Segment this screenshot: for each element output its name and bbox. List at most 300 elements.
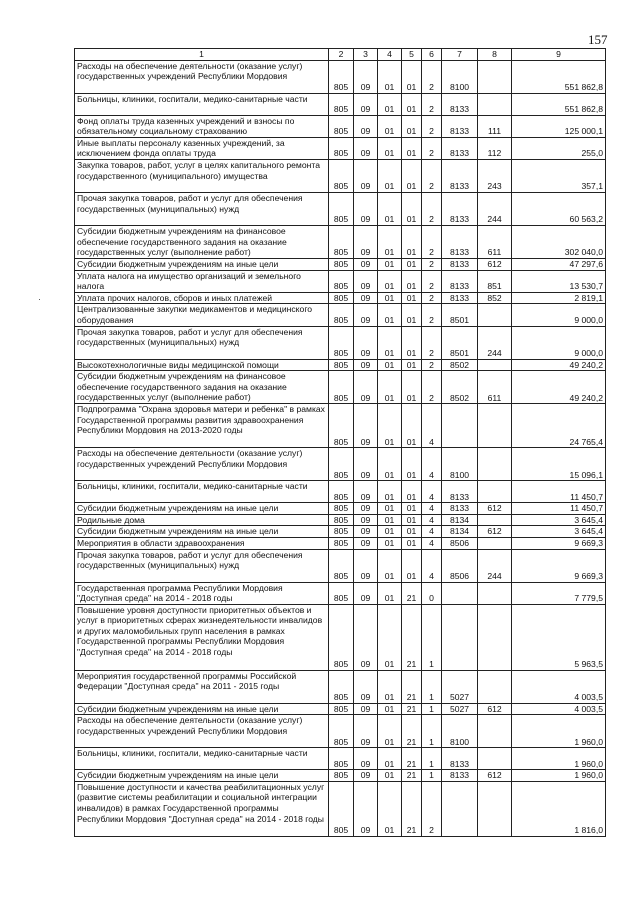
row-cs3: 8502 [442, 371, 478, 404]
row-rz: 09 [354, 537, 378, 549]
row-gr: 805 [329, 192, 354, 225]
row-cs3: 8134 [442, 526, 478, 538]
row-pr: 01 [378, 503, 402, 515]
row-pr: 01 [378, 670, 402, 703]
row-amount: 9 000,0 [512, 304, 606, 326]
row-name: Мероприятия государственной программы Российской Федерации "Доступная среда" на 2011 - 2015 годы [75, 670, 329, 703]
row-cs3: 8133 [442, 192, 478, 225]
row-vr: 612 [478, 526, 512, 538]
row-amount: 125 000,1 [512, 115, 606, 137]
table-row [75, 270, 606, 292]
row-cs2: 2 [422, 225, 442, 258]
row-cs2: 2 [422, 304, 442, 326]
row-rz: 09 [354, 258, 378, 270]
row-vr: 612 [478, 703, 512, 715]
row-pr: 01 [378, 448, 402, 481]
row-pr: 01 [378, 549, 402, 582]
row-vr [478, 93, 512, 115]
row-cs1: 01 [402, 60, 422, 93]
row-cs2: 4 [422, 503, 442, 515]
row-cs2: 4 [422, 404, 442, 448]
table-body [75, 60, 606, 836]
row-cs1: 01 [402, 537, 422, 549]
row-gr: 805 [329, 770, 354, 782]
row-name: Уплата прочих налогов, сборов и иных платежей [75, 292, 329, 304]
row-pr: 01 [378, 60, 402, 93]
row-cs1: 01 [402, 270, 422, 292]
row-cs1: 21 [402, 604, 422, 670]
row-rz: 09 [354, 526, 378, 538]
row-vr: 244 [478, 549, 512, 582]
row-amount: 551 862,8 [512, 60, 606, 93]
table-row [75, 159, 606, 192]
table-row [75, 359, 606, 371]
row-name: Фонд оплаты труда казенных учреждений и взносы по обязательному социальному страхованию [75, 115, 329, 137]
row-name: Повышение доступности и качества реабилитационных услуг (развитие системы реабилитации и социальной интеграции инвалидов) в рамках Государственной программы Республики Мордовия "Доступная среда" на 2014 - 2018 годы [75, 781, 329, 836]
row-rz: 09 [354, 503, 378, 515]
row-pr: 01 [378, 159, 402, 192]
row-cs3: 8100 [442, 715, 478, 748]
row-cs1: 21 [402, 582, 422, 604]
row-name: Расходы на обеспечение деятельности (оказание услуг) государственных учреждений Республики Мордовия [75, 448, 329, 481]
table-row [75, 582, 606, 604]
row-vr: 612 [478, 258, 512, 270]
row-pr: 01 [378, 748, 402, 770]
row-vr [478, 582, 512, 604]
budget-table [74, 48, 606, 837]
row-vr: 244 [478, 192, 512, 225]
row-name: Подпрограмма "Охрана здоровья матери и ребенка" в рамках Государственной программы развития здравоохранения Республики Мордовия на 2013-2020 годы [75, 404, 329, 448]
row-gr: 805 [329, 549, 354, 582]
row-cs1: 01 [402, 359, 422, 371]
row-amount: 4 003,5 [512, 703, 606, 715]
row-pr: 01 [378, 582, 402, 604]
row-gr: 805 [329, 326, 354, 359]
row-vr: 243 [478, 159, 512, 192]
row-gr: 805 [329, 270, 354, 292]
row-cs3: 8133 [442, 481, 478, 503]
row-cs1: 01 [402, 159, 422, 192]
row-vr [478, 715, 512, 748]
table-row [75, 770, 606, 782]
row-cs3: 8501 [442, 326, 478, 359]
row-name: Прочая закупка товаров, работ и услуг для обеспечения государственных (муниципальных) нужд [75, 192, 329, 225]
row-vr [478, 60, 512, 93]
header-row [75, 49, 606, 61]
row-cs2: 2 [422, 359, 442, 371]
row-pr: 01 [378, 371, 402, 404]
row-cs3: 8506 [442, 549, 478, 582]
row-gr: 805 [329, 371, 354, 404]
row-cs1: 01 [402, 481, 422, 503]
table-row [75, 292, 606, 304]
row-amount: 9 669,3 [512, 549, 606, 582]
row-pr: 01 [378, 781, 402, 836]
row-vr [478, 481, 512, 503]
row-cs3: 8133 [442, 225, 478, 258]
row-cs2: 4 [422, 514, 442, 526]
row-cs1: 01 [402, 93, 422, 115]
row-amount: 47 297,6 [512, 258, 606, 270]
row-vr: 112 [478, 137, 512, 159]
row-rz: 09 [354, 359, 378, 371]
row-cs3: 5027 [442, 703, 478, 715]
row-rz: 09 [354, 481, 378, 503]
row-name: Субсидии бюджетным учреждениям на иные цели [75, 703, 329, 715]
row-rz: 09 [354, 670, 378, 703]
table-row [75, 371, 606, 404]
header-cell: 7 [442, 49, 478, 61]
row-cs2: 4 [422, 537, 442, 549]
row-cs2: 1 [422, 604, 442, 670]
row-rz: 09 [354, 770, 378, 782]
row-cs3: 8133 [442, 115, 478, 137]
row-pr: 01 [378, 526, 402, 538]
row-amount: 2 819,1 [512, 292, 606, 304]
row-gr: 805 [329, 604, 354, 670]
row-cs1: 01 [402, 549, 422, 582]
row-amount: 7 779,5 [512, 582, 606, 604]
row-pr: 01 [378, 604, 402, 670]
row-pr: 01 [378, 481, 402, 503]
row-pr: 01 [378, 137, 402, 159]
row-amount: 1 960,0 [512, 715, 606, 748]
row-pr: 01 [378, 258, 402, 270]
row-cs3: 8133 [442, 770, 478, 782]
row-amount: 13 530,7 [512, 270, 606, 292]
row-name: Больницы, клиники, госпитали, медико-санитарные части [75, 481, 329, 503]
row-rz: 09 [354, 93, 378, 115]
row-name: Субсидии бюджетным учреждениям на иные цели [75, 503, 329, 515]
row-vr: 611 [478, 225, 512, 258]
row-cs1: 21 [402, 781, 422, 836]
table-row [75, 514, 606, 526]
row-vr: 612 [478, 770, 512, 782]
row-cs1: 01 [402, 526, 422, 538]
row-vr [478, 537, 512, 549]
row-vr: 244 [478, 326, 512, 359]
row-gr: 805 [329, 115, 354, 137]
row-cs2: 1 [422, 748, 442, 770]
row-cs3: 8133 [442, 270, 478, 292]
row-gr: 805 [329, 137, 354, 159]
row-rz: 09 [354, 748, 378, 770]
row-cs3 [442, 781, 478, 836]
row-cs2: 1 [422, 703, 442, 715]
row-name: Субсидии бюджетным учреждениям на иные цели [75, 526, 329, 538]
row-pr: 01 [378, 225, 402, 258]
table-row [75, 326, 606, 359]
row-name: Прочая закупка товаров, работ и услуг для обеспечения государственных (муниципальных) нужд [75, 326, 329, 359]
header-cell: 5 [402, 49, 422, 61]
row-cs1: 21 [402, 770, 422, 782]
row-cs3: 8502 [442, 359, 478, 371]
row-rz: 09 [354, 781, 378, 836]
row-gr: 805 [329, 292, 354, 304]
row-cs3: 8100 [442, 60, 478, 93]
row-vr: 111 [478, 115, 512, 137]
row-cs1: 01 [402, 326, 422, 359]
table-row [75, 781, 606, 836]
row-cs3: 8133 [442, 292, 478, 304]
row-vr [478, 748, 512, 770]
row-cs1: 01 [402, 137, 422, 159]
row-name: Высокотехнологичные виды медицинской помощи [75, 359, 329, 371]
row-cs2: 2 [422, 258, 442, 270]
row-name: Уплата налога на имущество организаций и земельного налога [75, 270, 329, 292]
table-row [75, 192, 606, 225]
row-name: Централизованные закупки медикаментов и медицинского оборудования [75, 304, 329, 326]
row-gr: 805 [329, 404, 354, 448]
row-name: Иные выплаты персоналу казенных учреждений, за исключением фонда оплаты труда [75, 137, 329, 159]
row-amount: 49 240,2 [512, 371, 606, 404]
row-amount: 551 862,8 [512, 93, 606, 115]
header-cell: 1 [75, 49, 329, 61]
row-vr [478, 670, 512, 703]
row-cs3: 8133 [442, 258, 478, 270]
row-rz: 09 [354, 60, 378, 93]
table-row [75, 748, 606, 770]
row-gr: 805 [329, 748, 354, 770]
row-cs3: 8133 [442, 503, 478, 515]
row-amount: 49 240,2 [512, 359, 606, 371]
row-cs1: 01 [402, 115, 422, 137]
row-cs1: 21 [402, 715, 422, 748]
row-rz: 09 [354, 448, 378, 481]
row-amount: 357,1 [512, 159, 606, 192]
row-cs1: 01 [402, 192, 422, 225]
table-row [75, 526, 606, 538]
row-pr: 01 [378, 115, 402, 137]
table-row [75, 304, 606, 326]
row-vr [478, 604, 512, 670]
row-rz: 09 [354, 192, 378, 225]
row-name: Субсидии бюджетным учреждениям на иные цели [75, 770, 329, 782]
row-pr: 01 [378, 270, 402, 292]
row-cs3: 8134 [442, 514, 478, 526]
row-cs2: 2 [422, 137, 442, 159]
table-row [75, 404, 606, 448]
row-pr: 01 [378, 326, 402, 359]
row-cs2: 2 [422, 93, 442, 115]
row-vr [478, 448, 512, 481]
table-row [75, 503, 606, 515]
row-cs1: 21 [402, 703, 422, 715]
header-cell: 3 [354, 49, 378, 61]
row-name: Мероприятия в области здравоохранения [75, 537, 329, 549]
row-rz: 09 [354, 270, 378, 292]
row-cs2: 4 [422, 481, 442, 503]
row-gr: 805 [329, 514, 354, 526]
row-pr: 01 [378, 93, 402, 115]
row-rz: 09 [354, 326, 378, 359]
table-row [75, 115, 606, 137]
header-cell: 6 [422, 49, 442, 61]
row-name: Субсидии бюджетным учреждениям на иные цели [75, 258, 329, 270]
row-cs2: 2 [422, 192, 442, 225]
row-vr [478, 514, 512, 526]
row-cs2: 4 [422, 549, 442, 582]
row-cs1: 01 [402, 503, 422, 515]
row-gr: 805 [329, 715, 354, 748]
row-amount: 302 040,0 [512, 225, 606, 258]
row-gr: 805 [329, 304, 354, 326]
row-gr: 805 [329, 93, 354, 115]
table-row [75, 93, 606, 115]
row-amount: 255,0 [512, 137, 606, 159]
header-cell: 8 [478, 49, 512, 61]
row-amount: 9 669,3 [512, 537, 606, 549]
row-amount: 1 960,0 [512, 748, 606, 770]
row-amount: 3 645,4 [512, 514, 606, 526]
row-name: Повышение уровня доступности приоритетных объектов и услуг в приоритетных сферах жизнедеятельности инвалидов и других маломобильных групп населения в рамках Государственной программы Республики Мордовия "Доступная среда" на 2014 - 2018 годы [75, 604, 329, 670]
row-rz: 09 [354, 703, 378, 715]
row-rz: 09 [354, 514, 378, 526]
row-rz: 09 [354, 404, 378, 448]
row-gr: 805 [329, 448, 354, 481]
row-name: Субсидии бюджетным учреждениям на финансовое обеспечение государственного задания на оказание государственных услуг (выполнение работ) [75, 225, 329, 258]
header-cell: 4 [378, 49, 402, 61]
row-rz: 09 [354, 371, 378, 404]
row-gr: 805 [329, 526, 354, 538]
row-cs3 [442, 404, 478, 448]
row-amount: 1 960,0 [512, 770, 606, 782]
table-row [75, 703, 606, 715]
row-name: Больницы, клиники, госпитали, медико-санитарные части [75, 748, 329, 770]
row-amount: 60 563,2 [512, 192, 606, 225]
row-cs3 [442, 582, 478, 604]
table-row [75, 448, 606, 481]
row-vr: 852 [478, 292, 512, 304]
page-number: 157 [588, 32, 608, 47]
row-gr: 805 [329, 258, 354, 270]
row-amount: 11 450,7 [512, 503, 606, 515]
row-rz: 09 [354, 225, 378, 258]
table-row [75, 549, 606, 582]
row-cs2: 2 [422, 326, 442, 359]
row-amount: 11 450,7 [512, 481, 606, 503]
table-row [75, 60, 606, 93]
row-vr: 612 [478, 503, 512, 515]
row-name: Прочая закупка товаров, работ и услуг для обеспечения государственных (муниципальных) нужд [75, 549, 329, 582]
row-name: Расходы на обеспечение деятельности (оказание услуг) государственных учреждений Республики Мордовия [75, 715, 329, 748]
row-cs1: 01 [402, 225, 422, 258]
row-cs2: 0 [422, 582, 442, 604]
row-pr: 01 [378, 715, 402, 748]
row-cs2: 1 [422, 670, 442, 703]
row-amount: 24 765,4 [512, 404, 606, 448]
row-cs2: 2 [422, 159, 442, 192]
header-cell: 2 [329, 49, 354, 61]
row-cs3: 8133 [442, 137, 478, 159]
row-cs2: 1 [422, 770, 442, 782]
row-rz: 09 [354, 159, 378, 192]
row-name: Расходы на обеспечение деятельности (оказание услуг) государственных учреждений Республики Мордовия [75, 60, 329, 93]
row-rz: 09 [354, 304, 378, 326]
table-row [75, 481, 606, 503]
row-gr: 805 [329, 503, 354, 515]
row-cs2: 2 [422, 115, 442, 137]
row-gr: 805 [329, 359, 354, 371]
row-gr: 805 [329, 225, 354, 258]
row-cs3: 8501 [442, 304, 478, 326]
row-cs3: 8100 [442, 448, 478, 481]
row-rz: 09 [354, 115, 378, 137]
row-vr [478, 781, 512, 836]
row-cs3: 8133 [442, 159, 478, 192]
row-rz: 09 [354, 582, 378, 604]
row-amount: 1 816,0 [512, 781, 606, 836]
row-amount: 5 963,5 [512, 604, 606, 670]
row-gr: 805 [329, 60, 354, 93]
table-row [75, 715, 606, 748]
row-cs3: 8133 [442, 93, 478, 115]
row-rz: 09 [354, 292, 378, 304]
row-pr: 01 [378, 537, 402, 549]
row-cs1: 01 [402, 371, 422, 404]
row-name: Субсидии бюджетным учреждениям на финансовое обеспечение государственного задания на оказание государственных услуг (выполнение работ) [75, 371, 329, 404]
row-pr: 01 [378, 404, 402, 448]
row-cs2: 2 [422, 270, 442, 292]
table-row [75, 258, 606, 270]
row-name: Государственная программа Республики Мордовия "Доступная среда" на 2014 - 2018 годы [75, 582, 329, 604]
row-cs1: 01 [402, 258, 422, 270]
row-amount: 4 003,5 [512, 670, 606, 703]
row-pr: 01 [378, 514, 402, 526]
row-cs2: 2 [422, 781, 442, 836]
row-cs3: 5027 [442, 670, 478, 703]
row-gr: 805 [329, 582, 354, 604]
row-cs2: 2 [422, 60, 442, 93]
row-amount: 9 000,0 [512, 326, 606, 359]
row-cs1: 21 [402, 670, 422, 703]
row-name: Больницы, клиники, госпитали, медико-санитарные части [75, 93, 329, 115]
row-pr: 01 [378, 192, 402, 225]
row-pr: 01 [378, 292, 402, 304]
table-row [75, 604, 606, 670]
row-gr: 805 [329, 670, 354, 703]
row-rz: 09 [354, 604, 378, 670]
header-cell: 9 [512, 49, 606, 61]
row-rz: 09 [354, 137, 378, 159]
margin-mark: · [38, 294, 41, 304]
row-vr [478, 404, 512, 448]
row-cs2: 4 [422, 526, 442, 538]
row-vr [478, 359, 512, 371]
table-row [75, 137, 606, 159]
row-name: Родильные дома [75, 514, 329, 526]
row-amount: 15 096,1 [512, 448, 606, 481]
row-cs2: 2 [422, 292, 442, 304]
row-pr: 01 [378, 359, 402, 371]
row-cs2: 1 [422, 715, 442, 748]
table-row [75, 670, 606, 703]
row-cs1: 01 [402, 292, 422, 304]
row-cs3: 8506 [442, 537, 478, 549]
row-cs3: 8133 [442, 748, 478, 770]
row-cs3 [442, 604, 478, 670]
table-row [75, 537, 606, 549]
row-cs2: 2 [422, 371, 442, 404]
row-pr: 01 [378, 703, 402, 715]
row-amount: 3 645,4 [512, 526, 606, 538]
row-vr: 611 [478, 371, 512, 404]
row-name: Закупка товаров, работ, услуг в целях капитального ремонта государственного (муниципального) имущества [75, 159, 329, 192]
row-pr: 01 [378, 770, 402, 782]
row-vr [478, 304, 512, 326]
row-gr: 805 [329, 159, 354, 192]
row-gr: 805 [329, 781, 354, 836]
